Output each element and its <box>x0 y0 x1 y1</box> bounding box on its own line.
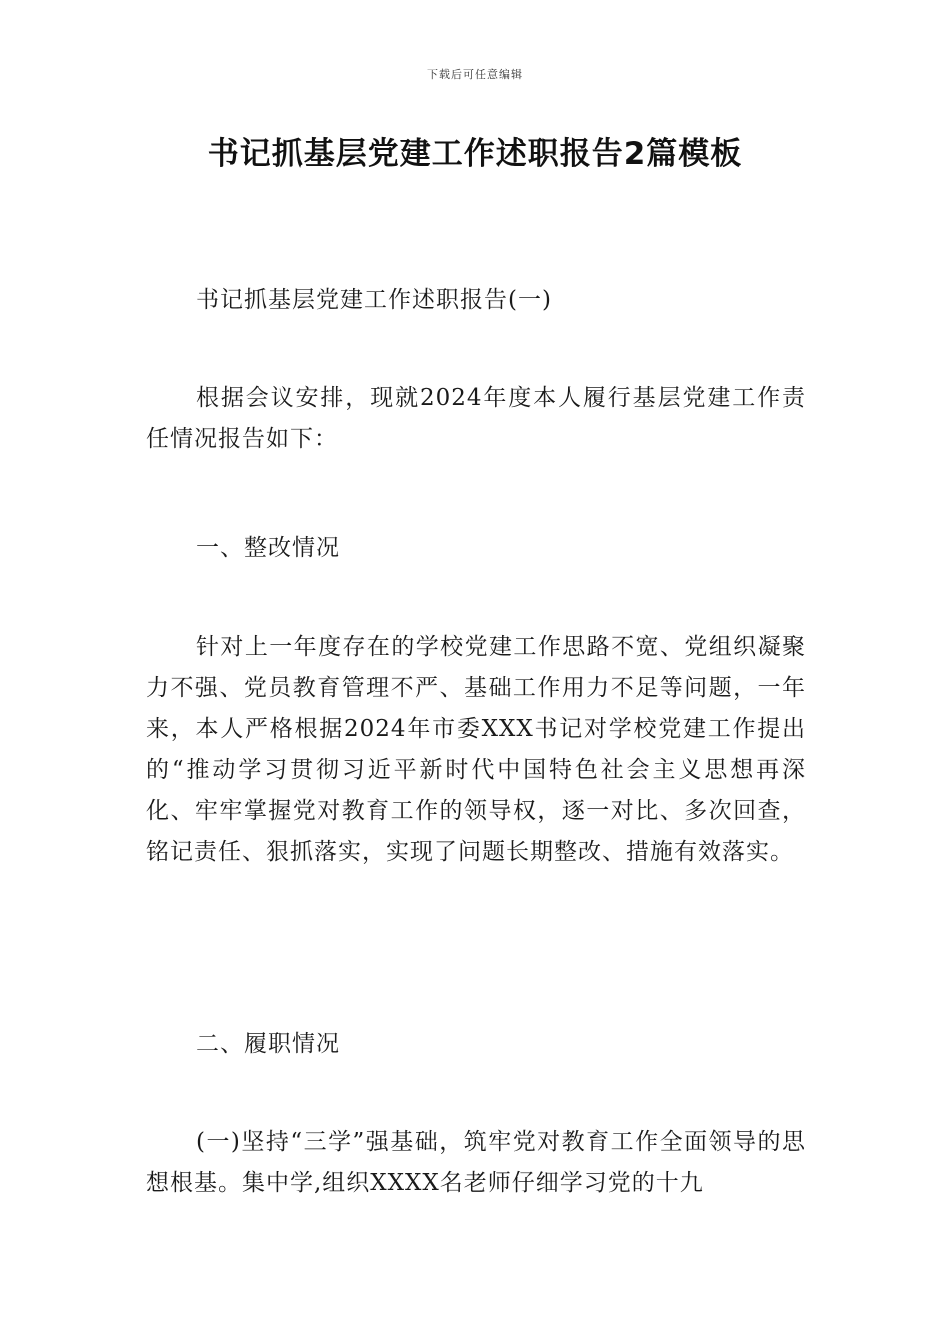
section-1-body: 针对上一年度存在的学校党建工作思路不宽、党组织凝聚力不强、党员教育管理不严、基础工作用力不足等问题，一年来，本人严格根据2024年市委XXX书记对学校党建工作提出的“推动学习贯彻习近平新时代中国特色社会主义思想再深化、牢牢掌握党对教育工作的领导权，逐一对比、多次回查，铭记责任、狠抓落实，实现了问题长期整改、措施有效落实。 <box>146 634 806 865</box>
intro-paragraph: 根据会议安排，现就2024年度本人履行基层党建工作责任情况报告如下： <box>146 385 806 452</box>
document-title: 书记抓基层党建工作述职报告2篇模板 <box>207 136 743 172</box>
section-1-heading: 一、整改情况 <box>196 535 340 561</box>
section-2-body: (一)坚持“三学”强基础，筑牢党对教育工作全面领导的思想根基。集中学,组织XXXX名老师仔细学习党的十九 <box>146 1129 806 1196</box>
report-subtitle: 书记抓基层党建工作述职报告(一) <box>196 287 552 313</box>
section-2-heading: 二、履职情况 <box>196 1031 340 1057</box>
header-note: 下载后可任意编辑 <box>427 68 523 81</box>
